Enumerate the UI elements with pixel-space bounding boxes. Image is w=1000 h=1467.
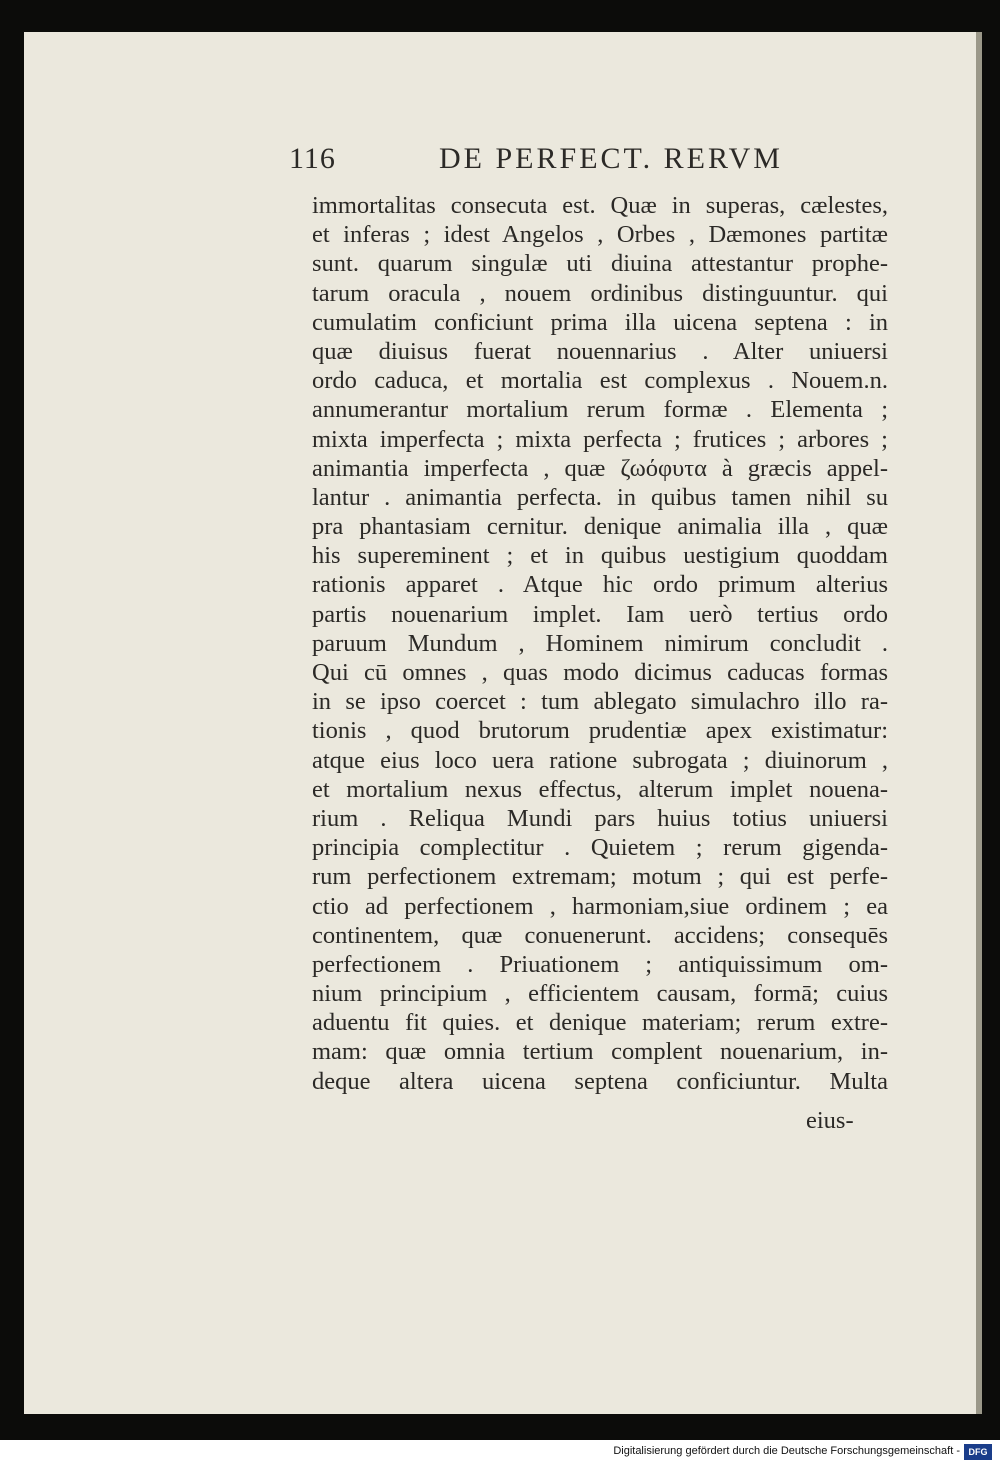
text-line: continentem, quæ conuenerunt. accidens; consequēs (312, 921, 888, 949)
text-line: principia complectitur . Quietem ; rerum gigenda- (312, 834, 888, 862)
text-line: aduentu fit quies. et denique materiam; rerum extre- (312, 1009, 888, 1037)
text-line: atque eius loco uera ratione subrogata ; diuinorum , (312, 746, 888, 774)
body-text (312, 191, 888, 1096)
text-line: rum perfectionem extremam; motum ; qui est perfe- (312, 863, 888, 891)
text-line: deque altera uicena septena conficiuntur. Multa (312, 1067, 888, 1095)
text-line: tarum oracula , nouem ordinibus distinguuntur. qui (312, 279, 888, 307)
dfg-logo-icon: DFG (964, 1444, 992, 1460)
text-line: lantur . animantia perfecta. in quibus tamen nihil su (312, 483, 888, 511)
text-line: tionis , quod brutorum prudentiæ apex existimatur: (312, 717, 888, 745)
text-line: et mortalium nexus effectus, alterum implet nouena- (312, 775, 888, 803)
text-line: perfectionem . Priuationem ; antiquissimum om- (312, 950, 888, 978)
catchword: eius- (806, 1107, 854, 1134)
text-line: Qui cū omnes , quas modo dicimus caducas formas (312, 659, 888, 686)
footer-bar (0, 1440, 1000, 1467)
text-line: rium . Reliqua Mundi pars huius totius uniuersi (312, 804, 888, 832)
text-line: his supereminent ; et in quibus uestigium quoddam (312, 542, 888, 570)
text-line: cumulatim conficiunt prima illa uicena septena : in (312, 308, 888, 336)
text-line: in se ipso coercet : tum ablegato simulachro illo ra- (312, 688, 888, 716)
text-line: ordo caduca, et mortalia est complexus . Nouem.n. (312, 367, 888, 395)
digitization-credit: Digitalisierung gefördert durch die Deutsche Forschungsgemeinschaft - (613, 1445, 960, 1457)
page-header (289, 142, 849, 186)
text-line: animantia imperfecta , quæ ζωόφυτα à græcis appel- (312, 454, 888, 482)
text-line: annumerantur mortalium rerum formæ . Elementa ; (312, 396, 888, 424)
page-number: 116 (289, 142, 336, 175)
text-line: mam: quæ omnia tertium complent nouenarium, in- (312, 1038, 888, 1066)
text-line: et inferas ; idest Angelos , Orbes , Dæmones partitæ (312, 221, 888, 249)
text-line: partis nouenarium implet. Iam uerò tertius ordo (312, 600, 888, 628)
text-line: paruum Mundum , Hominem nimirum concludit . (312, 629, 888, 657)
text-line: ctio ad perfectionem , harmoniam,siue ordinem ; ea (312, 892, 888, 920)
text-line: rationis apparet . Atque hic ordo primum alterius (312, 571, 888, 599)
text-line: quæ diuisus fuerat nouennarius . Alter uniuersi (312, 337, 888, 365)
text-line: pra phantasiam cernitur. denique animalia illa , quæ (312, 513, 888, 541)
text-line: nium principium , efficientem causam, formā; cuius (312, 980, 888, 1008)
running-head: DE PERFECT. RERVM (439, 142, 783, 175)
text-line: immortalitas consecuta est. Quæ in superas, cælestes, (312, 192, 888, 219)
text-line: mixta imperfecta ; mixta perfecta ; frutices ; arbores ; (312, 425, 888, 453)
text-line: sunt. quarum singulæ uti diuina attestantur prophe- (312, 250, 888, 278)
